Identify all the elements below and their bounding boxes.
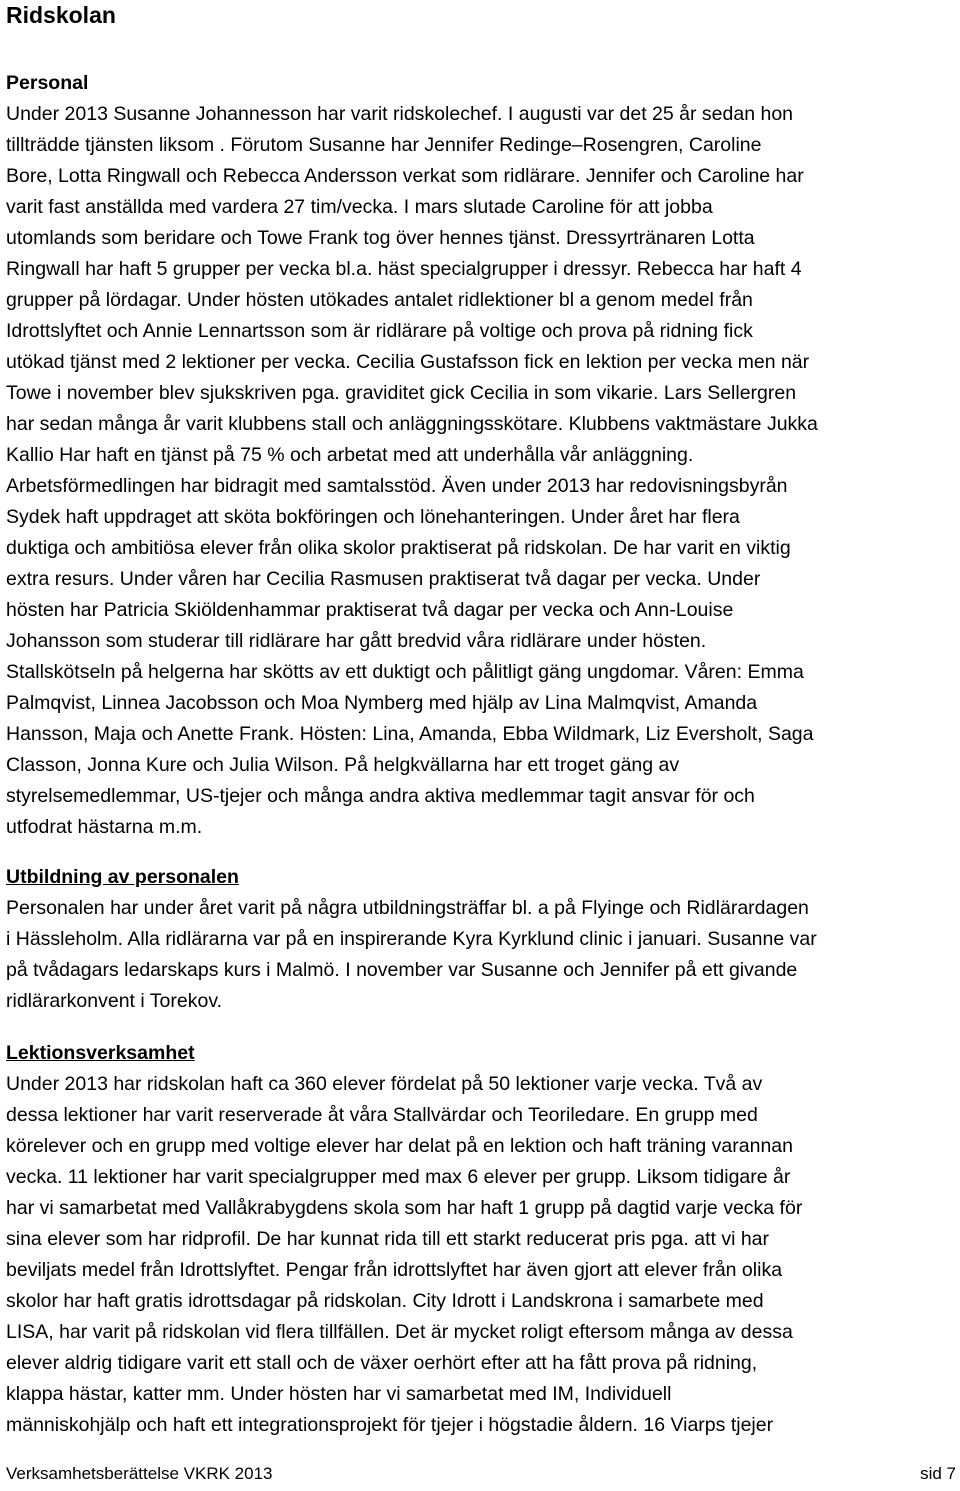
paragraph-line: sina elever som har ridprofil. De har kunnat rida till ett starkt reducerat pris pga. att vi har (6, 1228, 770, 1250)
section-body-personal (6, 99, 956, 843)
footer-document-name: Verksamhetsberättelse VKRK 2013 (6, 1464, 273, 1483)
paragraph-line: skolor har haft gratis idrottsdagar på ridskolan. City Idrott i Landskrona i samarbete med (6, 1290, 764, 1312)
paragraph-line: har vi samarbetat med Vallåkrabygdens skola som har haft 1 grupp på dagtid varje vecka för (6, 1197, 803, 1219)
paragraph-line: vecka. 11 lektioner har varit specialgrupper med max 6 elever per grupp. Liksom tidigare år (6, 1166, 791, 1188)
document-title: Ridskolan (6, 2, 116, 28)
paragraph-line: Arbetsförmedlingen har bidragit med samtalsstöd. Även under 2013 har redovisningsbyrån (6, 475, 788, 497)
section-body-lektionsverksamhet (6, 1069, 956, 1441)
paragraph-line: Under 2013 Susanne Johannesson har varit ridskolechef. I augusti var det 25 år sedan hon (6, 103, 794, 125)
paragraph-line: LISA, har varit på ridskolan vid flera tillfällen. Det är mycket roligt eftersom många av dessa (6, 1321, 793, 1343)
paragraph-line: Hansson, Maja och Anette Frank. Hösten: Lina, Amanda, Ebba Wildmark, Liz Eversholt, Saga (6, 723, 814, 745)
paragraph-line: Palmqvist, Linnea Jacobsson och Moa Nymberg med hjälp av Lina Malmqvist, Amanda (6, 692, 758, 714)
paragraph-line: på tvådagars ledarskaps kurs i Malmö. I november var Susanne och Jennifer på ett givande (6, 959, 798, 981)
paragraph-line: körelever och en grupp med voltige elever har delat på en lektion och haft träning varannan (6, 1135, 793, 1157)
paragraph-line: dessa lektioner har varit reserverade åt våra Stallvärdar och Teoriledare. En grupp med (6, 1104, 758, 1126)
paragraph-line: utökad tjänst med 2 lektioner per vecka. Cecilia Gustafsson fick en lektion per vecka men när (6, 351, 810, 373)
paragraph-line: i Hässleholm. Alla ridlärarna var på en inspirerande Kyra Kyrklund clinic i januari. Susanne var (6, 928, 817, 950)
paragraph-line: hösten har Patricia Skiöldenhammar praktiserat två dagar per vecka och Ann-Louise (6, 599, 734, 621)
paragraph-line: tillträdde tjänsten liksom . Förutom Susanne har Jennifer Redinge–Rosengren, Caroline (6, 134, 762, 156)
paragraph-line: klappa hästar, katter mm. Under hösten har vi samarbetat med IM, Individuell (6, 1383, 672, 1405)
paragraph-line: Stallskötseln på helgerna har skötts av ett duktigt och pålitligt gäng ungdomar. Våren: Emma (6, 661, 804, 683)
paragraph-line: extra resurs. Under våren har Cecilia Rasmusen praktiserat två dagar per vecka. Under (6, 568, 761, 590)
paragraph-line: elever aldrig tidigare varit ett stall och de växer oerhört efter att ha fått prova på ridning, (6, 1352, 758, 1374)
paragraph-line: människohjälp och haft ett integrationsprojekt för tjejer i högstadie åldern. 16 Viarps tjejer (6, 1414, 774, 1436)
paragraph-line: Ringwall har haft 5 grupper per vecka bl.a. häst specialgrupper i dressyr. Rebecca har haft 4 (6, 258, 802, 280)
paragraph-line: Idrottslyftet och Annie Lennartsson som är ridlärare på voltige och prova på ridning fick (6, 320, 753, 342)
section-utbildning (6, 862, 956, 1017)
paragraph-line: Kallio Har haft en tjänst på 75 % och arbetat med att underhålla vår anläggning. (6, 444, 694, 466)
paragraph-line: Under 2013 har ridskolan haft ca 360 elever fördelat på 50 lektioner varje vecka. Två av (6, 1073, 763, 1095)
paragraph-line: ridlärarkonvent i Torekov. (6, 990, 223, 1012)
footer-page-number: sid 7 (920, 1464, 956, 1483)
paragraph-line: utomlands som beridare och Towe Frank tog över hennes tjänst. Dressyrtränaren Lotta (6, 227, 755, 249)
paragraph-line: Personalen har under året varit på några utbildningsträffar bl. a på Flyinge och Ridlärardagen (6, 897, 809, 919)
paragraph-line: Bore, Lotta Ringwall och Rebecca Andersson verkat som ridlärare. Jennifer och Caroline har (6, 165, 804, 187)
paragraph-line: duktiga och ambitiösa elever från olika skolor praktiserat på ridskolan. De har varit en viktig (6, 537, 791, 559)
paragraph-line: Sydek haft uppdraget att sköta bokföringen och lönehanteringen. Under året har flera (6, 506, 740, 528)
paragraph-line: styrelsemedlemmar, US-tjejer och många andra aktiva medlemmar tagit ansvar för och (6, 785, 755, 807)
paragraph-line: beviljats medel från Idrottslyftet. Pengar från idrottslyftet har även gjort att elever från olika (6, 1259, 783, 1281)
paragraph-line: Classon, Jonna Kure och Julia Wilson. På helgkvällarna har ett troget gäng av (6, 754, 680, 776)
section-lektionsverksamhet (6, 1038, 956, 1441)
section-personal (6, 68, 956, 843)
paragraph-line: Johansson som studerar till ridlärare har gått bredvid våra ridlärare under hösten. (6, 630, 707, 652)
paragraph-line: har sedan många år varit klubbens stall och anläggningsskötare. Klubbens vaktmästare Jukka (6, 413, 818, 435)
paragraph-line: varit fast anställda med vardera 27 tim/vecka. I mars slutade Caroline för att jobba (6, 196, 713, 218)
paragraph-line: Towe i november blev sjukskriven pga. graviditet gick Cecilia in som vikarie. Lars Sellergren (6, 382, 797, 404)
section-body-utbildning (6, 893, 956, 1017)
page-footer (6, 1462, 956, 1486)
section-heading-lektionsverksamhet: Lektionsverksamhet (6, 1042, 195, 1064)
section-heading-utbildning: Utbildning av personalen (6, 866, 239, 888)
paragraph-line: grupper på lördagar. Under hösten utökades antalet ridlektioner bl a genom medel från (6, 289, 753, 311)
paragraph-line: utfodrat hästarna m.m. (6, 816, 203, 838)
section-heading-personal: Personal (6, 72, 89, 94)
